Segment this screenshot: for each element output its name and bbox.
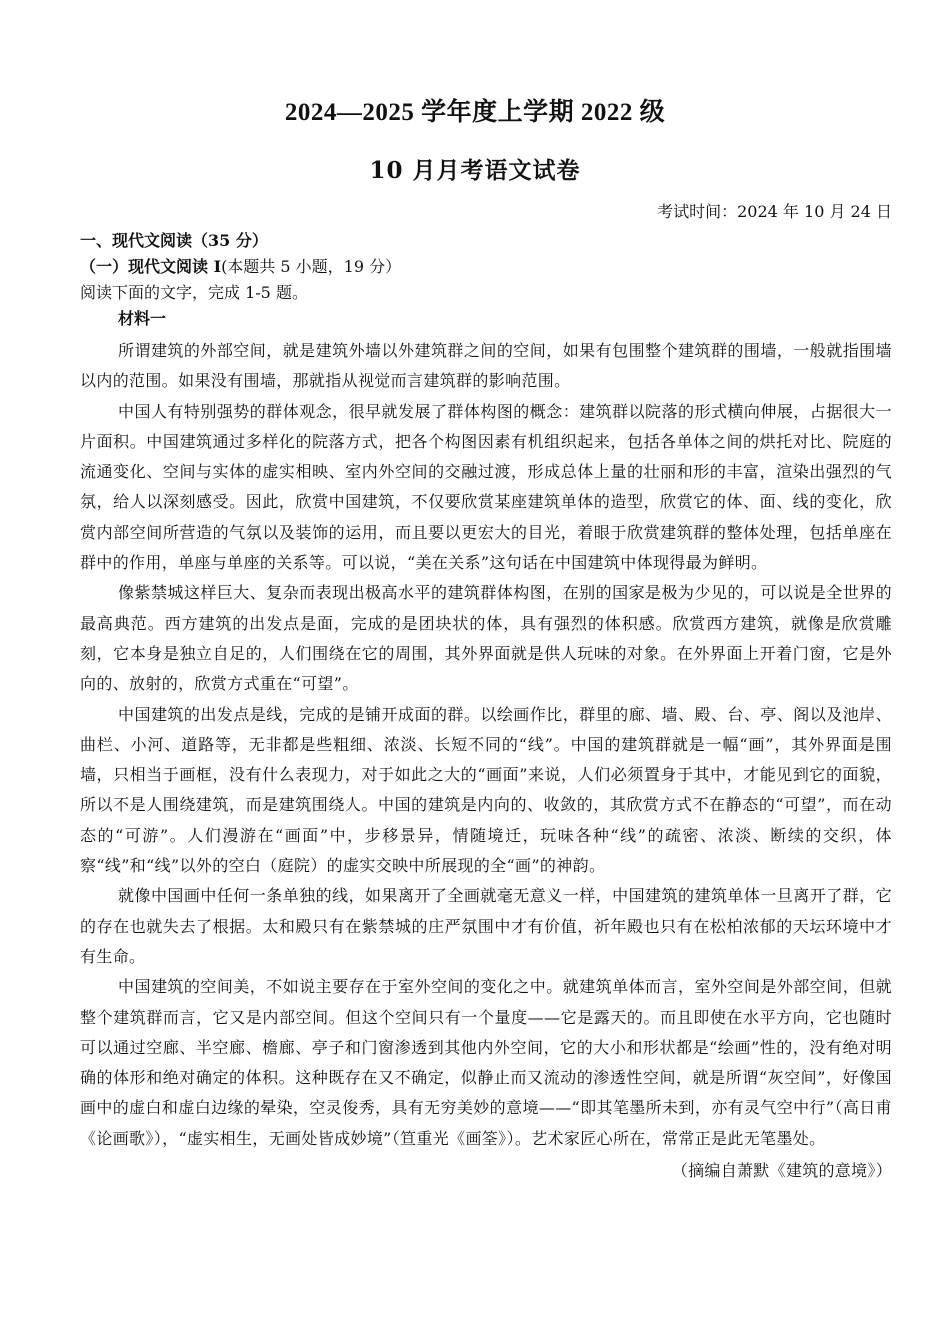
exam-date: 考试时间：2024 年 10 月 24 日 (657, 202, 892, 221)
exam-title-subject: 10 月月考语文试卷 (369, 157, 581, 184)
paragraph: 像紫禁城这样巨大、复杂而表现出极高水平的建筑群体构图，在别的国家是极为少见的，可以说是全世界的最高典范。西方建筑的出发点是面，完成的是团块状的体，具有强烈的体积感。欣赏西方建筑，就像是欣赏雕刻，它本身是独立自足的，人们围绕在它的周围，其外界面就是供人玩味的对象。在外界面上开着门窗，它是外向的、放射的，欣赏方式重在“可望”。 (80, 583, 892, 694)
paragraph: 中国建筑的空间美，不如说主要存在于室外空间的变化之中。就建筑单体而言，室外空间是外部空间，但就整个建筑群而言，它又是内部空间。但这个空间只有一个量度——它是露天的。而且即使在水平方向，它也随时可以通过空廊、半空廊、檐廊、亭子和门窗渗透到其他内外空间，它的大小和形状都是“绘画”性的，没有绝对明确的体形和绝对确定的体积。这种既存在又不确定，似静止而又流动的渗透性空间，就是所谓“灰空间”，好像国画中的虚白和虚白边缘的晕染，空灵俊秀，具有无穷美妙的意境——“即其笔墨所未到，亦有灵气空中行”（高日甫《论画歌》），“虚实相生，无画处皆成妙境”（笪重光《画筌》）。艺术家匠心所在，常常正是此无笔墨处。 (80, 977, 892, 1148)
sub-section-heading (80, 254, 892, 280)
sub-section-score: (本题共 5 小题，19 分） (221, 257, 402, 276)
paragraph: 中国人有特别强势的群体观念，很早就发展了群体构图的概念：建筑群以院落的形式横向伸展，占据很大一片面积。中国建筑通过多样化的院落方式，把各个构图因素有机组织起来，包括各单体之间的烘托对比、院庭的流通变化、空间与实体的虚实相映、室内外空间的交融过渡，形成总体上量的壮丽和形的丰富，渲染出强烈的气氛，给人以深刻感受。因此，欣赏中国建筑，不仅要欣赏某座建筑单体的造型，欣赏它的体、面、线的变化，欣赏内部空间所营造的气氛以及装饰的运用，而且要以更宏大的目光，着眼于欣赏建筑群的整体处理，包括单座在群中的作用，单座与单座的关系等。可以说，“美在关系”这句话在中国建筑中体现得最为鲜明。 (80, 401, 892, 573)
paragraph: 就像中国画中任何一条单独的线，如果离开了全画就毫无意义一样，中国建筑的建筑单体一旦离开了群，它的存在也就失去了根据。太和殿只有在紫禁城的庄严氛围中才有价值，祈年殿也只有在松柏浓郁的天坛环境中才有生命。 (80, 886, 892, 966)
reading-instruction: 阅读下面的文字，完成 1-5 题。 (80, 283, 308, 302)
reading-section (80, 228, 892, 1186)
material-text (80, 336, 892, 1154)
source-citation: （摘编自萧默《建筑的意境》） (671, 1161, 892, 1181)
exam-title-year: 2024—2025 学年度上学期 2022 级 (284, 99, 666, 126)
material-label: 材料一 (118, 309, 167, 328)
paragraph: 所谓建筑的外部空间，就是建筑外墙以外建筑群之间的空间，如果有包围整个建筑群的围墙，一般就指围墙以内的范围。如果没有围墙，那就指从视觉而言建筑群的影响范围。 (80, 341, 892, 391)
paragraph: 中国建筑的出发点是线，完成的是铺开成面的群。以绘画作比，群里的廊、墙、殿、台、亭、阁以及池岸、曲栏、小河、道路等，无非都是些粗细、浓淡、长短不同的“线”。中国的建筑群就是一幅“画”，其外界面是围墙，只相当于画框，没有什么表现力，对于如此之大的“画面”来说，人们必须置身于其中，才能见到它的面貌，所以不是人围绕建筑，而是建筑围绕人。中国的建筑是内向的、收敛的，其欣赏方式不在静态的“可望”，而在动态的“可游”。人们漫游在“画面”中，步移景异，情随境迁，玩味各种“线”的疏密、浓淡、断续的交织，体察“线”和“线”以外的空白（庭院）的虚实交映中所展现的全“画”的神韵。 (80, 704, 892, 876)
sub-section-title: （一）现代文阅读 I (80, 257, 222, 276)
section-heading: 一、现代文阅读（35 分） (80, 231, 268, 250)
